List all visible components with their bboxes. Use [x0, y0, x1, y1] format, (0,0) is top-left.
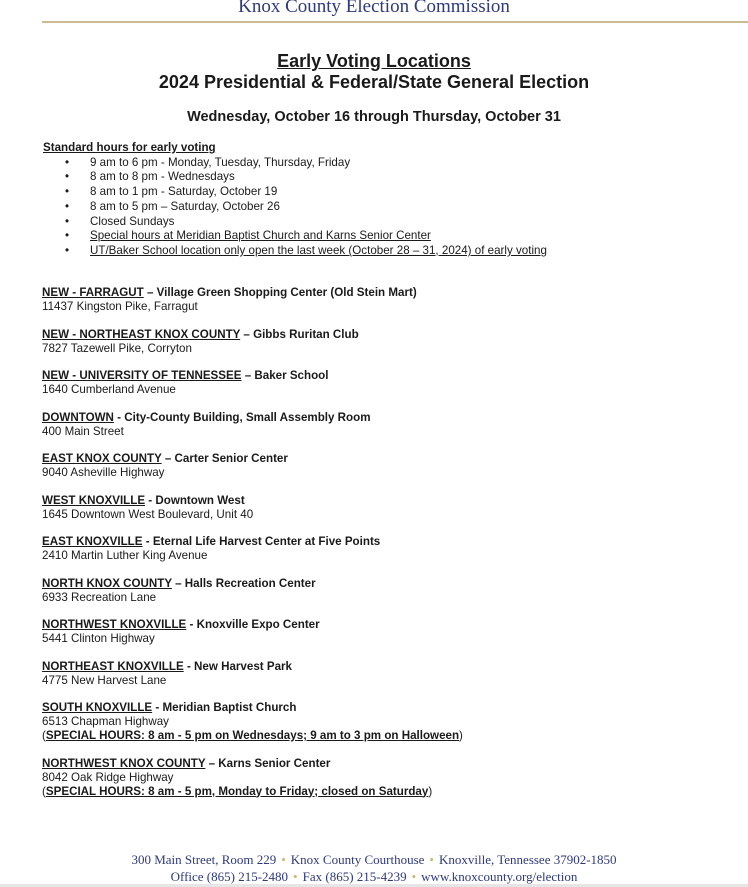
location-address: 8042 Oak Ridge Highway: [42, 770, 174, 784]
separator-dot-icon: •: [293, 869, 298, 884]
location-site: Baker School: [254, 369, 329, 382]
hours-item-text: UT/Baker School location only open the last week (October 28 – 31, 2024) of early voting: [90, 243, 547, 257]
location-separator: –: [205, 756, 219, 770]
standard-hours-heading: Standard hours for early voting: [43, 141, 216, 154]
location-address: 4775 New Harvest Lane: [42, 673, 167, 687]
location-address: 1640 Cumberland Avenue: [42, 383, 176, 396]
location-name: [42, 369, 463, 383]
bullet-icon: •: [65, 170, 70, 184]
hours-item: [43, 244, 547, 259]
location-address: 9040 Asheville Highway: [42, 466, 165, 479]
location-name: [42, 494, 463, 508]
location-address: 11437 Kingston Pike, Farragut: [42, 300, 198, 313]
special-hours: [42, 729, 463, 743]
location-area: NEW - FARRAGUT: [42, 286, 144, 299]
title-line-2: 2024 Presidential & Federal/State General Election: [158, 72, 590, 92]
footer-office-phone: Office (865) 215-2480: [170, 869, 289, 884]
bullet-icon: •: [65, 199, 70, 213]
location-item: [42, 660, 463, 688]
location-address: 1645 Downtown West Boulevard, Unit 40: [42, 507, 254, 521]
standard-hours: [43, 141, 547, 259]
separator-dot-icon: •: [429, 852, 434, 867]
separator-dot-icon: •: [281, 852, 286, 867]
location-name: [42, 577, 463, 591]
location-name: [42, 286, 463, 300]
location-address: 7827 Tazewell Pike, Corryton: [42, 341, 192, 355]
location-item: [42, 618, 463, 646]
hours-item-text: 8 am to 1 pm - Saturday, October 19: [90, 185, 278, 199]
special-hours-text: SPECIAL HOURS: 8 am - 5 pm on Wednesdays; 9 am to 3 pm on Halloween: [45, 729, 460, 742]
location-area: NORTHWEST KNOXVILLE: [42, 618, 187, 631]
hours-item: [43, 200, 547, 215]
location-separator: –: [143, 286, 157, 299]
hours-item: [43, 170, 547, 185]
location-item: [42, 577, 463, 605]
location-name: [42, 452, 463, 466]
hours-item-text: 8 am to 5 pm – Saturday, October 26: [90, 199, 280, 213]
location-separator: -: [152, 701, 163, 714]
location-area: NEW - NORTHEAST KNOX COUNTY: [42, 327, 241, 341]
location-item: [42, 286, 463, 314]
special-hours-close-paren: ): [459, 729, 463, 742]
location-item: [42, 411, 463, 439]
location-site: Knoxville Expo Center: [196, 618, 320, 631]
bullet-icon: •: [65, 229, 70, 243]
hours-item: [43, 215, 547, 230]
hours-item-text: 8 am to 8 pm - Wednesdays: [90, 170, 235, 184]
bullet-icon: •: [65, 214, 70, 228]
hours-item-text: Special hours at Meridian Baptist Church and Karns Senior Center: [90, 229, 431, 243]
location-item: [42, 494, 463, 522]
location-area: EAST KNOXVILLE: [42, 535, 143, 548]
footer-fax: Fax (865) 215-4239: [302, 869, 407, 884]
location-separator: –: [241, 369, 255, 382]
location-area: DOWNTOWN: [42, 410, 114, 424]
location-item: [42, 328, 463, 356]
bullet-icon: •: [65, 185, 70, 199]
location-address: 6513 Chapman Highway: [42, 715, 169, 728]
special-hours: [42, 785, 463, 799]
special-hours-open-paren: (: [42, 784, 46, 798]
location-separator: -: [113, 410, 125, 424]
footer: [0, 851, 748, 885]
location-site: Gibbs Ruritan Club: [253, 327, 359, 341]
special-hours-open-paren: (: [42, 729, 46, 742]
locations-list: [42, 286, 463, 812]
location-name: [42, 411, 463, 425]
location-site: Eternal Life Harvest Center at Five Points: [152, 535, 381, 548]
location-site: Downtown West: [155, 493, 245, 507]
location-site: Halls Recreation Center: [184, 576, 316, 590]
location-name: [42, 660, 463, 674]
location-site: Carter Senior Center: [174, 452, 288, 465]
location-name: [42, 328, 463, 342]
special-hours-close-paren: ): [428, 784, 433, 798]
hours-item-text: Closed Sundays: [90, 214, 175, 228]
location-site: City-County Building, Small Assembly Room: [124, 410, 371, 424]
location-name: [42, 618, 463, 632]
location-item: [42, 452, 463, 480]
location-separator: –: [240, 327, 254, 341]
letterhead: Knox County Election Commission: [238, 0, 510, 17]
location-site: Village Green Shopping Center (Old Stein Mart): [156, 286, 417, 299]
location-separator: –: [161, 452, 175, 465]
hours-item-text: 9 am to 6 pm - Monday, Tuesday, Thursday, Friday: [90, 155, 351, 169]
location-separator: -: [142, 535, 153, 548]
separator-dot-icon: •: [411, 869, 417, 884]
location-name: [42, 535, 463, 549]
special-hours-text: SPECIAL HOURS: 8 am - 5 pm, Monday to Friday; closed on Saturday: [45, 784, 429, 798]
location-area: NORTHWEST KNOX COUNTY: [42, 756, 206, 770]
location-item: [42, 701, 463, 743]
location-address: 5441 Clinton Highway: [42, 632, 155, 645]
hours-item: [43, 185, 547, 200]
location-name: [42, 757, 463, 771]
location-separator: -: [145, 493, 156, 507]
footer-website-link[interactable]: www.knoxcounty.org/election: [421, 869, 578, 884]
location-site: Karns Senior Center: [218, 756, 331, 770]
location-area: NORTHEAST KNOXVILLE: [42, 659, 184, 673]
location-area: NEW - UNIVERSITY OF TENNESSEE: [42, 369, 242, 382]
location-area: SOUTH KNOXVILLE: [42, 701, 153, 714]
footer-line-2: [0, 868, 748, 885]
bullet-icon: •: [65, 155, 70, 169]
location-area: EAST KNOX COUNTY: [42, 452, 162, 465]
location-site: Meridian Baptist Church: [162, 701, 297, 714]
footer-address: 300 Main Street, Room 229: [131, 852, 277, 867]
location-separator: -: [183, 659, 195, 673]
location-address: 2410 Martin Luther King Avenue: [42, 549, 208, 562]
location-address: 6933 Recreation Lane: [42, 590, 157, 604]
location-address: 400 Main Street: [42, 424, 124, 438]
location-item: [42, 757, 463, 799]
footer-building: Knox County Courthouse: [290, 852, 425, 867]
date-range: Wednesday, October 16 through Thursday, October 31: [187, 109, 561, 125]
page-title: [0, 51, 748, 93]
location-separator: -: [186, 618, 197, 631]
hours-item: [43, 229, 547, 244]
title-line-1: Early Voting Locations: [277, 51, 471, 71]
location-name: [42, 701, 463, 715]
location-area: WEST KNOXVILLE: [42, 493, 146, 507]
location-separator: –: [171, 576, 185, 590]
location-area: NORTH KNOX COUNTY: [42, 576, 172, 590]
footer-line-1: [0, 851, 748, 868]
location-item: [42, 369, 463, 397]
location-item: [42, 535, 463, 563]
footer-city: Knoxville, Tennessee 37902-1850: [438, 852, 617, 867]
location-site: New Harvest Park: [194, 659, 292, 673]
header-rule: [42, 21, 748, 23]
standard-hours-list: [43, 156, 547, 259]
bullet-icon: •: [65, 243, 70, 257]
hours-item: [43, 156, 547, 171]
